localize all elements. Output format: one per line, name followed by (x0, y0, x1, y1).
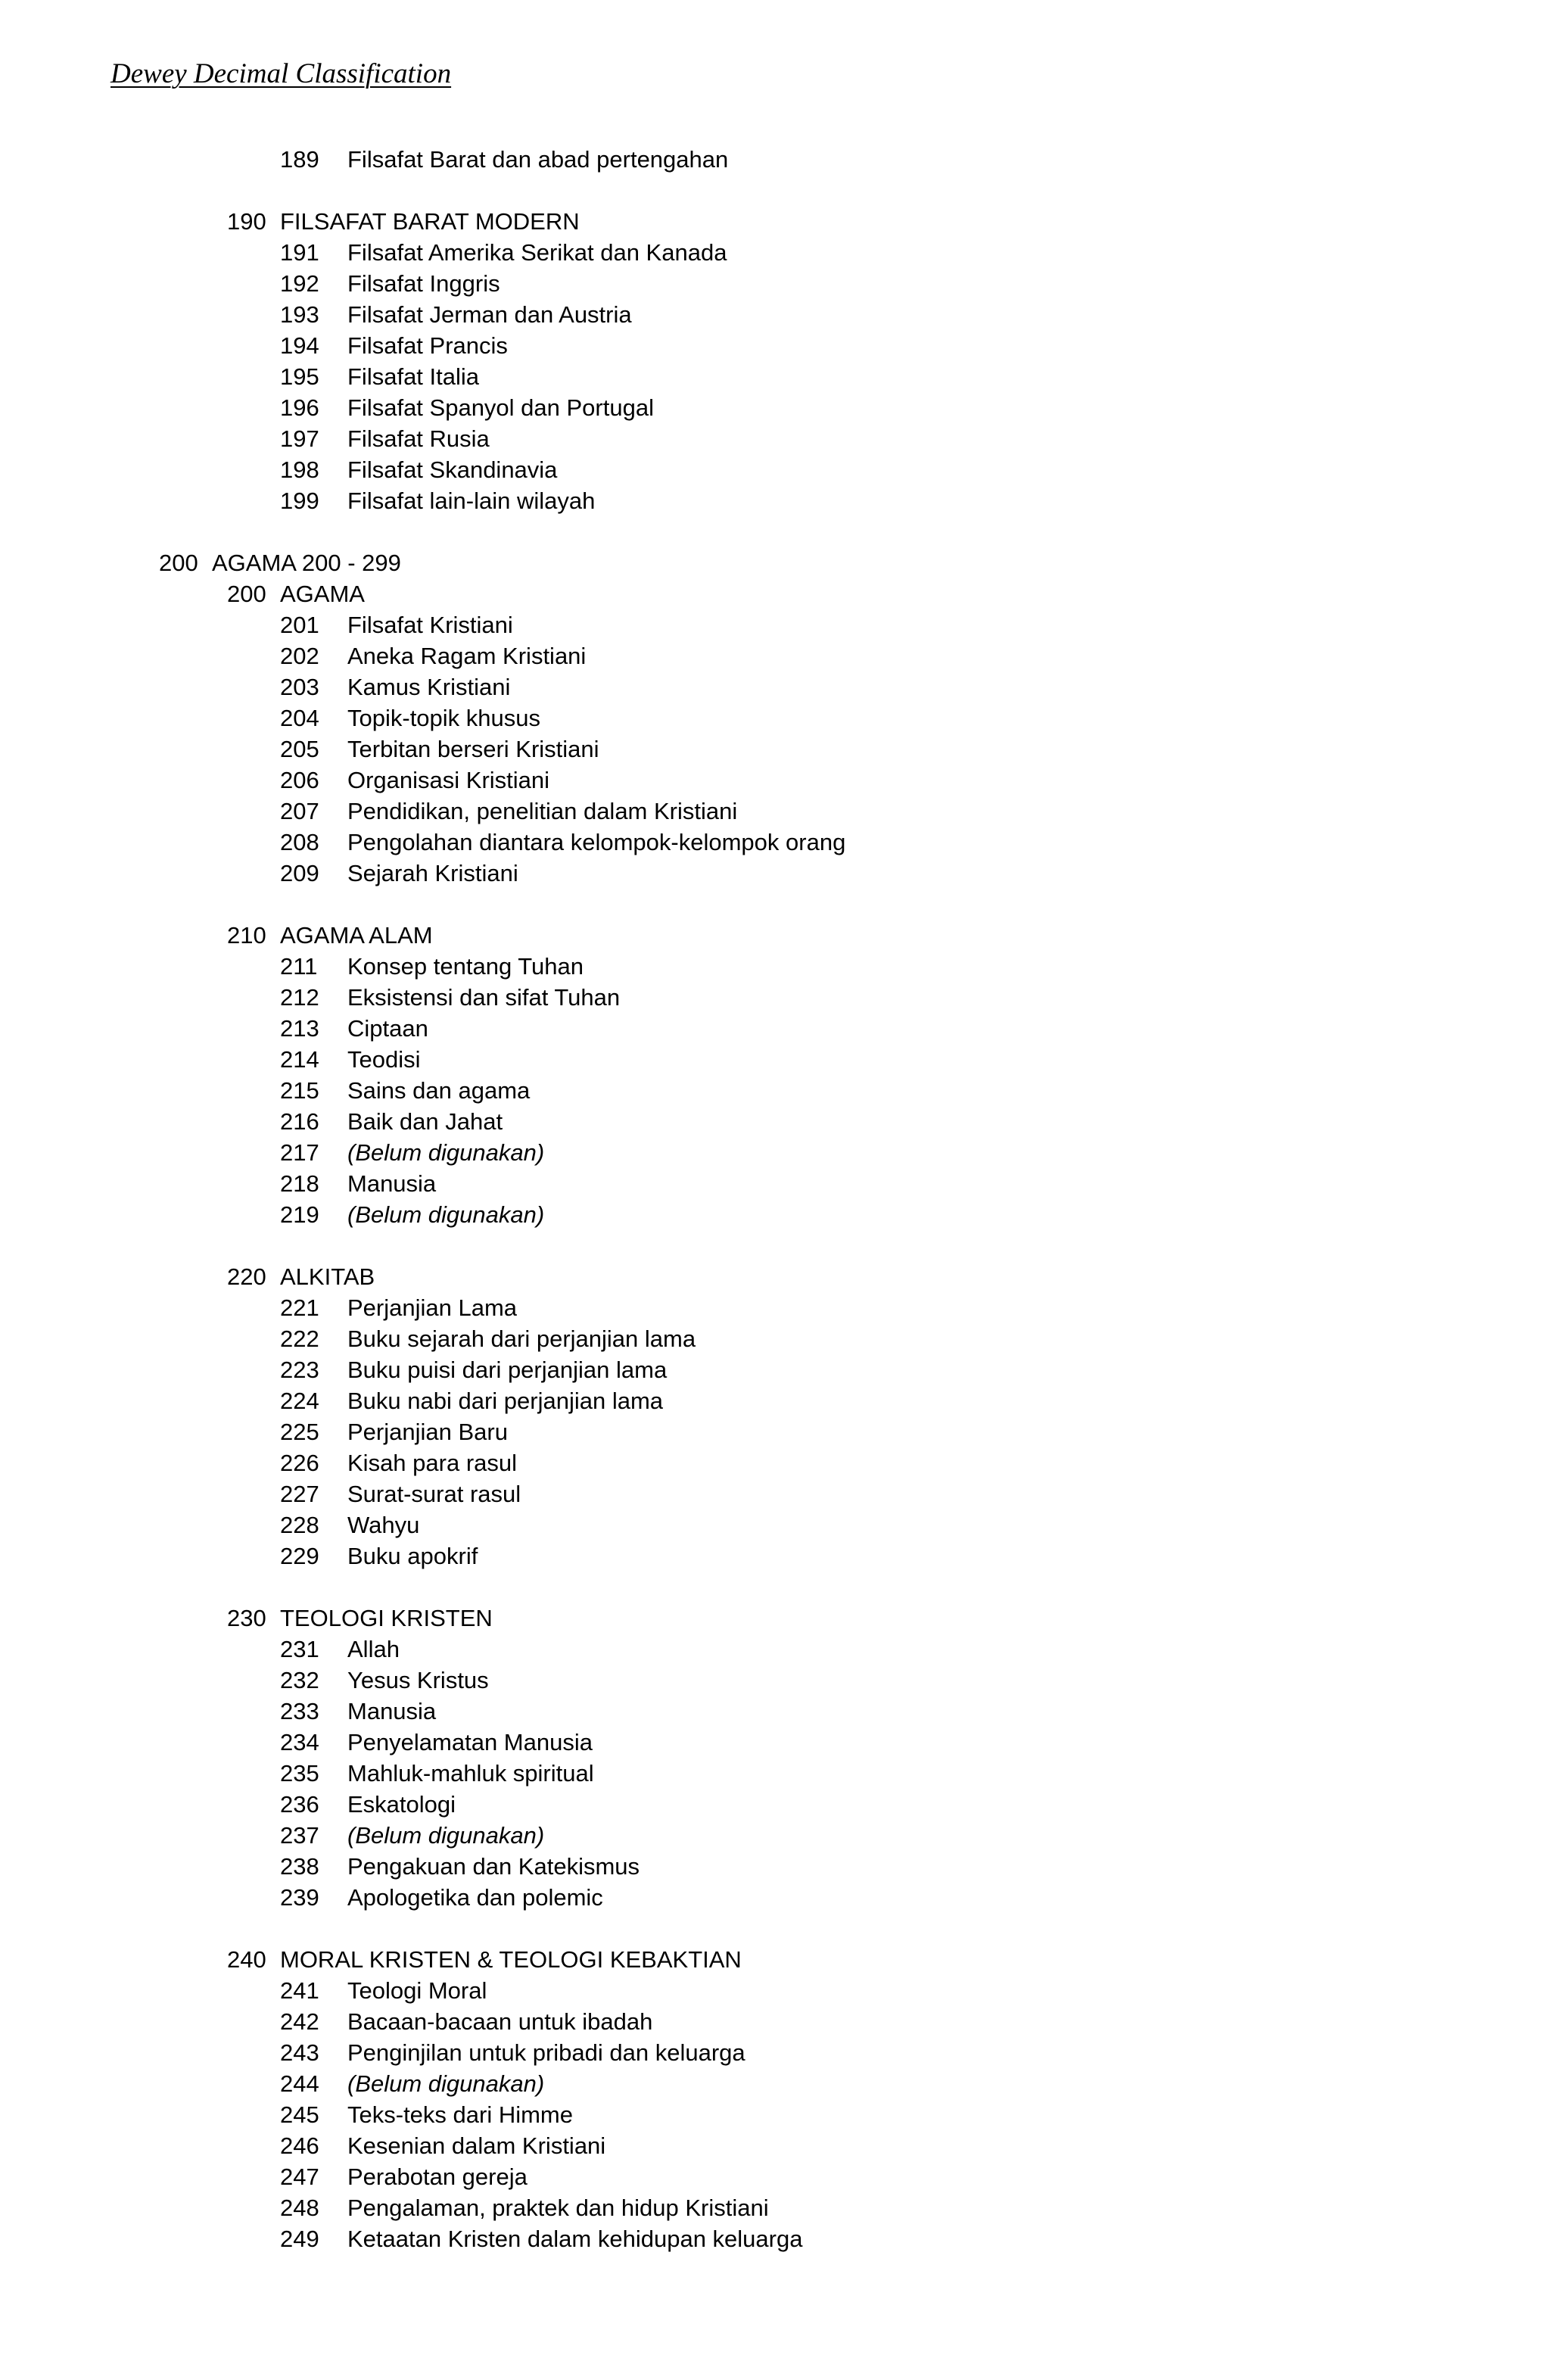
section-row (0, 485, 1550, 516)
class-number: 249 (280, 2226, 319, 2252)
section-row (0, 640, 1550, 671)
section-row (0, 671, 1550, 702)
class-label: Konsep tentang Tuhan (347, 953, 584, 980)
class-label: Filsafat Amerika Serikat dan Kanada (347, 239, 727, 266)
class-number: 194 (280, 332, 319, 359)
division-row (0, 1261, 1550, 1292)
spacer (0, 889, 1550, 920)
class-label: Mahluk-mahluk spiritual (347, 1760, 594, 1787)
class-label: (Belum digunakan) (347, 1822, 545, 1849)
class-number: 226 (280, 1450, 319, 1476)
section-row (0, 1323, 1550, 1354)
class-label: Organisasi Kristiani (347, 767, 550, 793)
section-row (0, 982, 1550, 1013)
section-row (0, 1168, 1550, 1199)
class-number: 191 (280, 239, 319, 266)
section-row (0, 144, 1550, 175)
section-row (0, 734, 1550, 765)
class-label: Buku puisi dari perjanjian lama (347, 1357, 668, 1383)
section-row (0, 2223, 1550, 2254)
class-number: 195 (280, 363, 319, 390)
class-label: AGAMA ALAM (280, 922, 433, 949)
section-row (0, 1882, 1550, 1913)
class-label: Filsafat Italia (347, 363, 480, 390)
class-label: Filsafat Skandinavia (347, 456, 558, 483)
class-number: 198 (280, 456, 319, 483)
class-label: Pengolahan diantara kelompok-kelompok orang (347, 829, 846, 855)
section-row (0, 1416, 1550, 1447)
class-label: MORAL KRISTEN & TEOLOGI KEBAKTIAN (280, 1946, 742, 1973)
section-row (0, 454, 1550, 485)
class-label: Baik dan Jahat (347, 1108, 503, 1135)
class-number: 217 (280, 1139, 319, 1166)
class-label: Manusia (347, 1698, 437, 1724)
section-row (0, 392, 1550, 423)
division-row (0, 920, 1550, 951)
class-label: Wahyu (347, 1512, 420, 1538)
class-label: Perjanjian Lama (347, 1294, 518, 1321)
class-label: Buku nabi dari perjanjian lama (347, 1388, 664, 1414)
section-row (0, 796, 1550, 827)
class-number: 231 (280, 1636, 319, 1662)
class-label: Teks-teks dari Himme (347, 2101, 573, 2128)
section-row (0, 2192, 1550, 2223)
class-label: Filsafat Kristiani (347, 612, 513, 638)
class-number: 213 (280, 1015, 319, 1042)
class-label: (Belum digunakan) (347, 1201, 545, 1228)
class-number: 197 (280, 425, 319, 452)
class-number: 201 (280, 612, 319, 638)
class-label: Allah (347, 1636, 400, 1662)
class-label: Topik-topik khusus (347, 705, 541, 731)
class-label: Manusia (347, 1170, 437, 1197)
class-label: Pendidikan, penelitian dalam Kristiani (347, 798, 738, 824)
class-number: 237 (280, 1822, 319, 1849)
class-number: 244 (280, 2070, 319, 2097)
division-row (0, 578, 1550, 609)
section-row (0, 858, 1550, 889)
section-row (0, 1385, 1550, 1416)
class-label: Sejarah Kristiani (347, 860, 518, 886)
class-label: Pengalaman, praktek dan hidup Kristiani (347, 2195, 769, 2221)
document-header: Dewey Decimal Classification (110, 58, 452, 89)
class-number: 230 (227, 1605, 266, 1631)
class-number: 227 (280, 1481, 319, 1507)
section-row (0, 1106, 1550, 1137)
class-label: Filsafat Inggris (347, 270, 500, 297)
class-label: Perjanjian Baru (347, 1419, 508, 1445)
class-label: Yesus Kristus (347, 1667, 489, 1693)
class-number: 245 (280, 2101, 319, 2128)
section-row (0, 702, 1550, 734)
division-row (0, 1603, 1550, 1634)
class-number: 203 (280, 674, 319, 700)
section-row (0, 2006, 1550, 2037)
class-number: 224 (280, 1388, 319, 1414)
class-label: Pengakuan dan Katekismus (347, 1853, 640, 1880)
class-number: 190 (227, 208, 266, 235)
class-label: Buku apokrif (347, 1543, 478, 1569)
class-label: Ketaatan Kristen dalam kehidupan keluarga (347, 2226, 803, 2252)
class-number: 196 (280, 394, 319, 421)
section-row (0, 2068, 1550, 2099)
section-row (0, 299, 1550, 330)
class-number: 200 (159, 550, 198, 576)
class-number: 239 (280, 1884, 319, 1911)
class-number: 216 (280, 1108, 319, 1135)
class-label: Eskatologi (347, 1791, 456, 1818)
class-label: Teodisi (347, 1046, 421, 1073)
class-number: 211 (280, 953, 318, 980)
class-number: 229 (280, 1543, 319, 1569)
class-number: 212 (280, 984, 319, 1011)
class-label: Teologi Moral (347, 1977, 487, 2004)
class-number: 199 (280, 488, 319, 514)
class-label: AGAMA (280, 581, 365, 607)
class-label: Aneka Ragam Kristiani (347, 643, 587, 669)
class-number: 228 (280, 1512, 319, 1538)
section-row (0, 1137, 1550, 1168)
spacer (0, 1913, 1550, 1944)
class-number: 206 (280, 767, 319, 793)
spacer (0, 175, 1550, 206)
section-row (0, 1292, 1550, 1323)
class-label: Apologetika dan polemic (347, 1884, 603, 1911)
section-row (0, 1044, 1550, 1075)
classification-list (0, 144, 1550, 2254)
class-label: Bacaan-bacaan untuk ibadah (347, 2008, 653, 2035)
class-number: 200 (227, 581, 266, 607)
main-class-row (0, 547, 1550, 578)
class-label: Filsafat lain-lain wilayah (347, 488, 596, 514)
section-row (0, 1789, 1550, 1820)
class-label: Terbitan berseri Kristiani (347, 736, 599, 762)
class-label: Filsafat Rusia (347, 425, 490, 452)
class-label: Filsafat Prancis (347, 332, 508, 359)
class-number: 233 (280, 1698, 319, 1724)
class-number: 223 (280, 1357, 319, 1383)
section-row (0, 1696, 1550, 1727)
section-row (0, 609, 1550, 640)
section-row (0, 423, 1550, 454)
class-number: 193 (280, 301, 319, 328)
section-row (0, 1199, 1550, 1230)
spacer (0, 516, 1550, 547)
class-label: ALKITAB (280, 1263, 375, 1290)
section-row (0, 951, 1550, 982)
class-label: Kamus Kristiani (347, 674, 511, 700)
class-label: Sains dan agama (347, 1077, 531, 1104)
section-row (0, 1509, 1550, 1540)
section-row (0, 1665, 1550, 1696)
class-number: 207 (280, 798, 319, 824)
section-row (0, 1634, 1550, 1665)
section-row (0, 237, 1550, 268)
class-number: 218 (280, 1170, 319, 1197)
class-label: (Belum digunakan) (347, 2070, 545, 2097)
class-number: 204 (280, 705, 319, 731)
section-row (0, 1975, 1550, 2006)
section-row (0, 2161, 1550, 2192)
class-label: TEOLOGI KRISTEN (280, 1605, 493, 1631)
section-row (0, 2099, 1550, 2130)
section-row (0, 1820, 1550, 1851)
class-label: Filsafat Spanyol dan Portugal (347, 394, 654, 421)
section-row (0, 765, 1550, 796)
section-row (0, 1478, 1550, 1509)
class-label: Kisah para rasul (347, 1450, 518, 1476)
section-row (0, 1851, 1550, 1882)
class-label: AGAMA 200 - 299 (212, 550, 401, 576)
spacer (0, 1572, 1550, 1603)
spacer (0, 1230, 1550, 1261)
class-number: 236 (280, 1791, 319, 1818)
section-row (0, 1354, 1550, 1385)
section-row (0, 2037, 1550, 2068)
class-label: Penyelamatan Manusia (347, 1729, 593, 1755)
class-number: 222 (280, 1326, 319, 1352)
section-row (0, 1540, 1550, 1572)
division-row (0, 1944, 1550, 1975)
class-number: 189 (280, 146, 319, 173)
class-label: Perabotan gereja (347, 2163, 528, 2190)
class-number: 220 (227, 1263, 266, 1290)
class-number: 247 (280, 2163, 319, 2190)
class-number: 202 (280, 643, 319, 669)
class-label: Penginjilan untuk pribadi dan keluarga (347, 2039, 745, 2066)
class-number: 208 (280, 829, 319, 855)
section-row (0, 330, 1550, 361)
class-number: 221 (280, 1294, 319, 1321)
class-number: 248 (280, 2195, 319, 2221)
class-number: 214 (280, 1046, 319, 1073)
class-number: 238 (280, 1853, 319, 1880)
section-row (0, 1727, 1550, 1758)
class-number: 209 (280, 860, 319, 886)
division-row (0, 206, 1550, 237)
class-number: 219 (280, 1201, 319, 1228)
class-label: (Belum digunakan) (347, 1139, 545, 1166)
section-row (0, 1758, 1550, 1789)
class-label: Kesenian dalam Kristiani (347, 2132, 606, 2159)
class-number: 192 (280, 270, 319, 297)
section-row (0, 268, 1550, 299)
class-label: Surat-surat rasul (347, 1481, 521, 1507)
class-number: 235 (280, 1760, 319, 1787)
class-number: 225 (280, 1419, 319, 1445)
class-number: 234 (280, 1729, 319, 1755)
section-row (0, 2130, 1550, 2161)
section-row (0, 1447, 1550, 1478)
section-row (0, 1013, 1550, 1044)
section-row (0, 1075, 1550, 1106)
section-row (0, 361, 1550, 392)
class-label: Filsafat Barat dan abad pertengahan (347, 146, 729, 173)
class-number: 210 (227, 922, 266, 949)
class-number: 205 (280, 736, 319, 762)
class-label: Filsafat Jerman dan Austria (347, 301, 632, 328)
class-number: 232 (280, 1667, 319, 1693)
class-number: 242 (280, 2008, 319, 2035)
class-label: FILSAFAT BARAT MODERN (280, 208, 580, 235)
class-label: Ciptaan (347, 1015, 428, 1042)
class-number: 215 (280, 1077, 319, 1104)
class-label: Buku sejarah dari perjanjian lama (347, 1326, 696, 1352)
section-row (0, 827, 1550, 858)
class-number: 241 (280, 1977, 319, 2004)
class-number: 246 (280, 2132, 319, 2159)
class-number: 240 (227, 1946, 266, 1973)
class-number: 243 (280, 2039, 319, 2066)
class-label: Eksistensi dan sifat Tuhan (347, 984, 621, 1011)
